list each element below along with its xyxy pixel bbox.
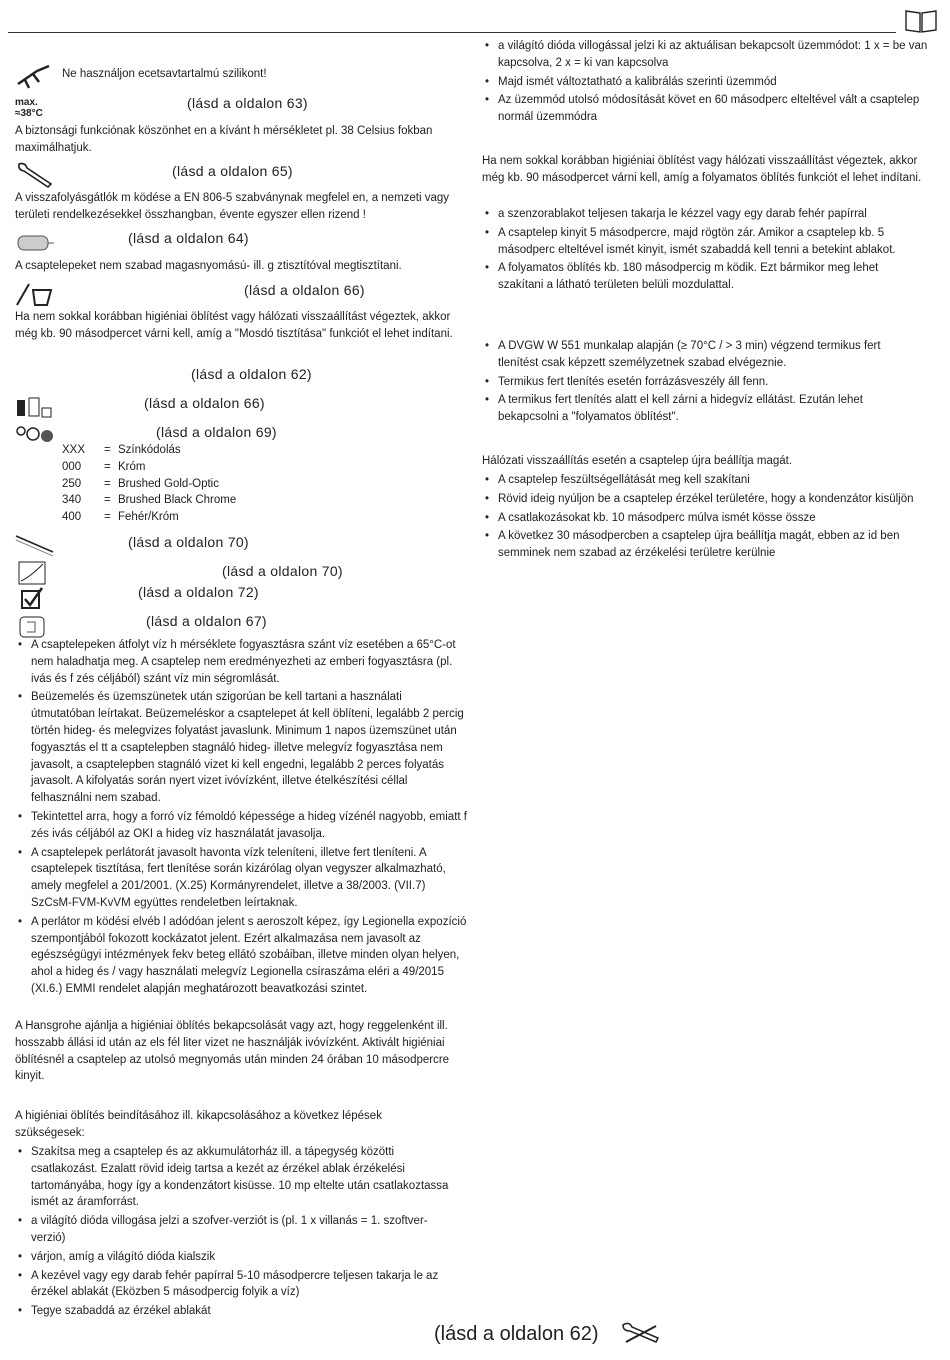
ref-page-66b: (lásd a oldalon 66) — [144, 395, 265, 411]
max-temp-value: ≈38°C — [15, 108, 43, 119]
reset-text: Hálózati visszaállítás esetén a csaptelep újra beállítja magát. — [482, 455, 793, 467]
list-item: • Szakítsa meg a csaptelep és az akkumulátorház ill. a tápegység közötti csatlakozást. Ezalatt rövid ideig tartsa a kezét az érzékel ablak érzékelési tartományába, hogy így a kondenzátort kisüsse. 10 mp eltelte után csatlakoztassa ismét az áramforrást. — [15, 1144, 460, 1211]
color-code-list — [62, 442, 236, 526]
code-row: 340 = Brushed Black Chrome — [62, 494, 237, 507]
dimension-ruler-icon — [15, 532, 55, 556]
list-item: • A következ 30 másodpercben a csaptelep újra beállítja magát, ebben az id ben semminek nem szabad az érzékelési területre kerülnie — [482, 528, 922, 562]
ref-page-66a: (lásd a oldalon 66) — [244, 282, 365, 298]
wrench-icon — [15, 160, 55, 188]
chemical-bottle-icon — [15, 392, 53, 420]
tools-icon — [620, 1320, 662, 1346]
list-item: • Majd ismét változtatható a kalibrálás szerinti üzemmód — [482, 74, 934, 91]
list-item: • a világító dióda villogása jelzi a szofver-verziót is (pl. 1 x villanás = 1. szoftver-verzió) — [15, 1213, 460, 1247]
safety-text: A biztonsági funkciónak köszönhet en a kívánt h mérsékletet pl. 38 Celsius fokban maximálhatjuk. — [15, 125, 433, 154]
ref-page-64: (lásd a oldalon 64) — [128, 230, 249, 246]
list-item: • A csaptelep kinyit 5 másodpercre, majd rögtön zár. Amikor a csaptelep kb. 5 másodperc elteltével ismét kinyit, ismét szabaddá kell tenni a betekint ablakot. — [482, 225, 922, 259]
list-item: • A kezével vagy egy darab fehér papírral 5-10 másodpercre teljesen takarja le az érzékel ablakát (Eközben 5 másodpercig folyik a víz) — [15, 1268, 460, 1302]
steps-intro: A higiéniai öblítés beindításához ill. kikapcsolásához a következ lépések szükségesek: — [15, 1110, 382, 1139]
silicone-warning: Ne használjon ecetsavtartalmú szilikont! — [62, 68, 267, 80]
code-row: 250 = Brushed Gold-Optic — [62, 477, 219, 490]
flush-list — [482, 206, 922, 296]
footer-ref-page-62: (lásd a oldalon 62) — [434, 1323, 599, 1345]
ref-page-63: (lásd a oldalon 63) — [187, 95, 308, 111]
manual-book-icon — [904, 8, 938, 34]
ref-page-69: (lásd a oldalon 69) — [156, 424, 277, 440]
code-row: 400 = Fehér/Króm — [62, 511, 179, 524]
flush-text: Ha nem sokkal korábban higiéniai öblítést vagy hálózati visszaállítást végeztek, akkor még kb. 90 másodpercet várni kell, amíg a folyamatos öblítés funkciót el lehet indítani. — [482, 155, 922, 184]
header-rule — [8, 32, 896, 33]
backflow-text: A visszafolyásgátlók m ködése a EN 806-5 szabványnak megfelel en, a nemzeti vagy területi rendelkezésekkel összhangban, évente egyszer ellen rizend ! — [15, 192, 450, 221]
silicone-gun-icon — [15, 64, 53, 90]
wash-text: Ha nem sokkal korábban higiéniai öblítést vagy hálózati visszaállítást végeztek, akkor még kb. 90 másodpercet várni kell, amíg a "Mosdó tisztítása" funkciót el lehet indítani. — [15, 311, 453, 340]
code-row: 000 = Króm — [62, 460, 146, 473]
ref-page-62a: (lásd a oldalon 62) — [191, 366, 312, 382]
ref-page-67: (lásd a oldalon 67) — [146, 613, 267, 629]
mode-list — [482, 38, 934, 128]
list-item: • Az üzemmód utolsó módosítását követ en 60 másodperc elteltével vált a csaptelep normál üzemmódra — [482, 92, 934, 126]
cleaning-text: A csaptelepeket nem szabad magasnyomású- ill. g ztisztítóval megtisztítani. — [15, 260, 402, 272]
list-item: • Beüzemelés és üzemszünetek után szigorúan be kell tartani a használati útmutatóban leírtakat. Beüzemeléskor a csaptelepet át kell öblíteni, legalább 2 percig történ hideg- és melegvizes folyatást javaslunk. Minimum 1 napos üzemszünet után fogyasztás el tt a csaptelepben stagnáló hideg- illetve melegvíz fogyasztása nem javasolt, a csaptelepben stagnáló vizet ki kell engedni, legalább 2 perces folyatás javasolt. A kifolyatás során nyert vizet ivóvízként, illetve ételkészítési céllal felhasználni nem szabad. — [15, 689, 468, 807]
steps-list — [15, 1144, 460, 1322]
health-notes-list — [15, 637, 468, 1000]
list-item: • Termikus fert tlenítés esetén forrázásveszély áll fenn. — [482, 374, 922, 391]
cleaning-hand-icon — [15, 228, 55, 256]
ref-page-70a: (lásd a oldalon 70) — [128, 534, 249, 550]
max-temp-icon — [15, 97, 43, 119]
code-row: XXX = Színkódolás — [62, 444, 181, 456]
thermal-list — [482, 338, 922, 428]
list-item: • A csaptelepek perlátorát javasolt havonta vízk teleníteni, illetve fert tleníteni. A csaptelepek tisztítása, fert tlenítése során kizárólag olyan vegyszer alkalmazható, amely megfelel a 201/2001. (X.25) Kormányrendelet, illetve a 38/2003. (VII.7) SzCsM-FVM-KvVM együttes rendeletben leírtaknak. — [15, 845, 468, 912]
list-item: • a világító dióda villogással jelzi ki az aktuálisan bekapcsolt üzemmódot: 1 x = be van kapcsolva, 2 x = ki van kapcsolva — [482, 38, 934, 72]
list-item: • a szenzorablakot teljesen takarja le kézzel vagy egy darab fehér papírral — [482, 206, 922, 223]
ref-page-70b: (lásd a oldalon 70) — [222, 563, 343, 579]
list-item: • Tegye szabaddá az érzékel ablakát — [15, 1303, 460, 1320]
aerator-parts-icon — [15, 423, 55, 445]
checkbox-icon — [20, 586, 44, 610]
list-item: • A DVGW W 551 munkalap alapján (≥ 70°C / > 3 min) végzend termikus fert tlenítést csak képzett személyzetnek szabad elvégeznie. — [482, 338, 922, 372]
list-item: • A termikus fert tlenítés alatt el kell zárni a hidegvíz ellátást. Ezután lehet bekapcsolni a "folyamatos öblítést". — [482, 392, 922, 426]
list-item: • A csaptelepeken átfolyt víz h mérséklete fogyasztásra szánt víz esetében a 65°C-ot nem haladhatja meg. A csaptelep nem eredményezheti az emberi fogyasztásra (pl. ivás és f zés céljából) szánt víz min ségromlását. — [15, 637, 468, 687]
max-label: max. — [15, 97, 38, 108]
basin-wash-icon — [15, 280, 55, 308]
list-item: • Tekintettel arra, hogy a forró víz fémoldó képessége a hideg vízénél nagyobb, emiatt f zés ivás céljából az OKI a hideg víz használatát javasolja. — [15, 809, 468, 843]
ref-page-65: (lásd a oldalon 65) — [172, 163, 293, 179]
list-item: • A folyamatos öblítés kb. 180 másodpercig m ködik. Ezt bármikor meg lehet szakítani a látható területen belüli mozdulattal. — [482, 260, 922, 294]
list-item: • A csaptelep feszültségellátását meg kell szakítani — [482, 472, 922, 489]
list-item: • A csatlakozásokat kb. 10 másodperc múlva ismét kösse össze — [482, 510, 922, 527]
hansgrohe-text: A Hansgrohe ajánlja a higiéniai öblítés bekapcsolását vagy azt, hogy reggelenként ill. hosszabb állási id után az els fél liter vizet ne használják ivóvízként. Aktivált higiéniai öblítésnél a csaptelep az utolsó megnyomás után minden 24 órában 10 másodpercre kinyit. — [15, 1020, 450, 1083]
list-item: • várjon, amíg a világító dióda kialszik — [15, 1249, 460, 1266]
ref-page-72: (lásd a oldalon 72) — [138, 584, 259, 600]
list-item: • Rövid ideig nyúljon be a csaptelep érzékel területére, hogy a kondenzátor kisüljön — [482, 491, 922, 508]
list-item: • A perlátor m ködési elvéb l adódóan jelent s aeroszolt képez, így Legionella expozíció szempontjából fokozott kockázatot jelent. Ezért alkalmazása nem javasolt az egészségügyi intézmények fekv beteg ellátó szobáiban, illetve minden olyan helyen, ahol a hideg és / vagy használati melegvíz Legionella csíraszáma eléri a 49/2015 (XI.6.) EMMI rendelet alapján meghatározott beavatkozási szintet. — [15, 914, 468, 998]
reset-list — [482, 472, 922, 564]
flow-diagram-icon — [18, 561, 46, 585]
